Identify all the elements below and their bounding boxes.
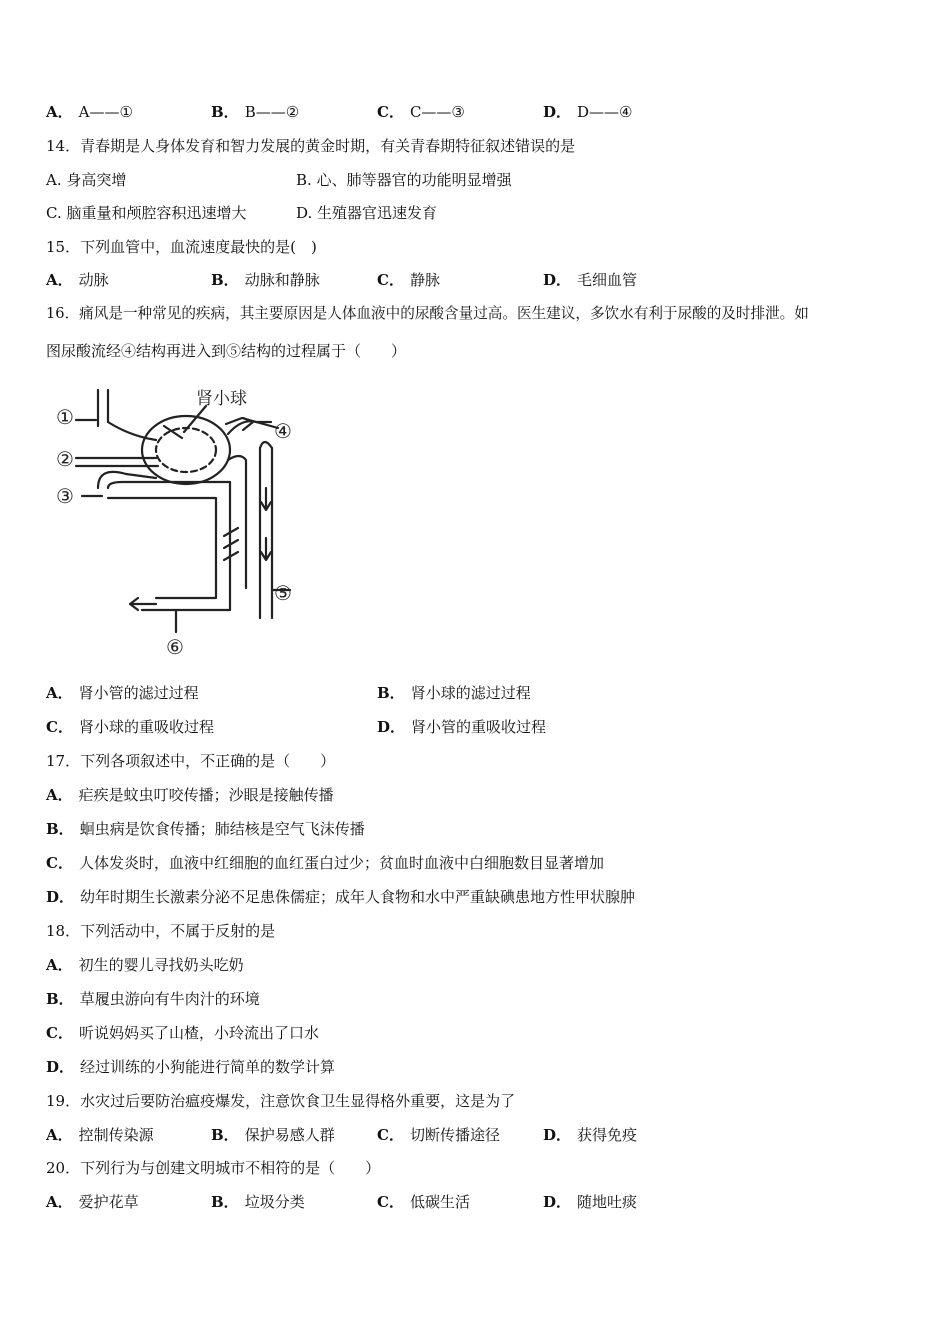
option-label: C． xyxy=(377,1193,404,1211)
option-text: 心、肺等器官的功能明显增强 xyxy=(316,171,512,189)
option-text: 动脉和静脉 xyxy=(244,271,320,289)
option-text: 疟疾是蚊虫叮咬传播；沙眼是接触传播 xyxy=(78,786,334,804)
q14-stem: 14．青春期是人身体发育和智力发展的黄金时期，有关青春期特征叙述错误的是 xyxy=(46,137,576,155)
q15-option-d xyxy=(543,270,637,290)
q18-option-c xyxy=(46,1023,319,1043)
q17-option-d xyxy=(46,887,635,907)
label-4: ④ xyxy=(274,419,292,443)
label-1: ① xyxy=(56,405,74,429)
option-text: C——③ xyxy=(409,103,465,121)
reabsorb-arrows xyxy=(224,528,238,560)
option-label: A． xyxy=(46,1193,73,1211)
option-text: B——② xyxy=(244,103,300,121)
option-label: A． xyxy=(46,271,73,289)
option-label: C． xyxy=(377,1126,404,1144)
q20-option-b xyxy=(211,1192,305,1212)
option-text: 肾小管的滤过过程 xyxy=(78,684,199,702)
label-3: ③ xyxy=(56,484,74,508)
option-text: 切断传播途径 xyxy=(409,1126,500,1144)
option-text: 生殖器官迅速发育 xyxy=(317,204,438,222)
label-5: ⑤ xyxy=(274,581,292,605)
arrow-duct-2 xyxy=(261,538,271,560)
option-label: C. xyxy=(46,204,62,222)
diagram-title: 肾小球 xyxy=(196,389,247,409)
q19-option-a xyxy=(46,1125,154,1145)
option-label: B． xyxy=(211,1193,239,1211)
option-text: 草履虫游向有牛肉汁的环境 xyxy=(79,990,260,1008)
q17-stem: 17．下列各项叙述中，不正确的是（ ） xyxy=(46,752,336,770)
q16-option-d xyxy=(377,717,546,737)
option-label: D． xyxy=(46,888,75,906)
kidney-nephron-diagram xyxy=(46,378,306,660)
option-text: 听说妈妈买了山楂，小玲流出了口水 xyxy=(78,1024,319,1042)
q19-option-c xyxy=(377,1125,500,1145)
option-label: D． xyxy=(543,103,572,121)
label-2: ② xyxy=(56,447,74,471)
q13-option-a xyxy=(46,102,133,122)
option-label: B． xyxy=(377,684,405,702)
q14-option-c xyxy=(46,203,247,223)
q16-option-b xyxy=(377,683,531,703)
option-text: 控制传染源 xyxy=(78,1126,154,1144)
q20-option-a xyxy=(46,1192,139,1212)
option-label: B． xyxy=(46,820,74,838)
option-label: A． xyxy=(46,1126,73,1144)
option-label: D． xyxy=(543,271,572,289)
option-text: 保护易感人群 xyxy=(244,1126,335,1144)
option-text: 肾小球的重吸收过程 xyxy=(78,718,214,736)
q16-stem-line2: 图尿酸流经④结构再进入到⑤结构的过程属于（ ） xyxy=(46,342,407,360)
q17-option-a xyxy=(46,785,334,805)
option-text: 肾小管的重吸收过程 xyxy=(411,718,547,736)
q15-option-b xyxy=(211,270,320,290)
option-label: B． xyxy=(46,990,74,1008)
q20-stem: 20．下列行为与创建文明城市不相符的是（ ） xyxy=(46,1159,381,1177)
option-label: B. xyxy=(296,171,312,189)
option-label: B． xyxy=(211,103,239,121)
option-label: C． xyxy=(377,271,404,289)
option-text: 脑重量和颅腔容积迅速增大 xyxy=(66,204,247,222)
q18-option-a xyxy=(46,955,244,975)
q15-option-a xyxy=(46,270,109,290)
option-label: D． xyxy=(377,718,406,736)
q20-option-c xyxy=(377,1192,470,1212)
q16-option-c xyxy=(46,717,214,737)
q13-option-d xyxy=(543,102,633,122)
option-text: 身高突增 xyxy=(66,171,127,189)
option-text: 动脉 xyxy=(78,271,109,289)
loop-outer xyxy=(108,498,216,598)
q13-option-c xyxy=(377,102,465,122)
option-text: 爱护花草 xyxy=(78,1193,139,1211)
option-label: A． xyxy=(46,786,73,804)
q13-option-b xyxy=(211,102,299,122)
option-label: D． xyxy=(543,1126,572,1144)
option-label: A． xyxy=(46,684,73,702)
arrow-duct-1 xyxy=(261,488,271,510)
option-label: D. xyxy=(296,204,313,222)
option-text: D——④ xyxy=(577,103,633,121)
q15-stem: 15．下列血管中，血流速度最快的是( ) xyxy=(46,238,317,256)
option-text: 随地吐痰 xyxy=(577,1193,638,1211)
option-text: 毛细血管 xyxy=(577,271,638,289)
option-text: 蛔虫病是饮食传播；肺结核是空气飞沫传播 xyxy=(79,820,365,838)
vessel-3-line xyxy=(98,472,156,488)
option-label: D． xyxy=(543,1193,572,1211)
option-text: A——① xyxy=(78,103,133,121)
q18-option-d xyxy=(46,1057,335,1077)
q16-stem-line1: 16．痛风是一种常见的疾病，其主要原因是人体血液中的尿酸含量过高。医生建议，多饮水有利于尿酸的及时排泄。如 xyxy=(46,305,809,322)
option-label: A. xyxy=(46,171,62,189)
option-text: 低碳生活 xyxy=(409,1193,470,1211)
q16-option-a xyxy=(46,683,199,703)
option-text: 经过训练的小狗能进行简单的数学计算 xyxy=(80,1058,336,1076)
q19-stem: 19．水灾过后要防治瘟疫爆发，注意饮食卫生显得格外重要，这是为了 xyxy=(46,1092,516,1110)
q17-option-b xyxy=(46,819,365,839)
option-text: 垃圾分类 xyxy=(244,1193,305,1211)
option-label: D． xyxy=(46,1058,75,1076)
q14-option-b xyxy=(296,170,512,190)
q14-option-a xyxy=(46,170,126,190)
q18-stem: 18．下列活动中，不属于反射的是 xyxy=(46,922,276,940)
q19-option-b xyxy=(211,1125,335,1145)
q18-option-b xyxy=(46,989,260,1009)
collecting-duct-top xyxy=(260,442,272,448)
option-text: 幼年时期生长激素分泌不足患侏儒症；成年人食物和水中严重缺碘患地方性甲状腺肿 xyxy=(80,888,636,906)
option-label: C． xyxy=(46,718,73,736)
q14-option-d xyxy=(296,203,437,223)
option-label: C． xyxy=(46,1024,73,1042)
option-text: 肾小球的滤过过程 xyxy=(410,684,531,702)
option-label: B． xyxy=(211,1126,239,1144)
option-label: C． xyxy=(377,103,404,121)
option-text: 获得免疫 xyxy=(577,1126,638,1144)
q17-option-c xyxy=(46,853,604,873)
loop-inner xyxy=(108,482,230,610)
option-label: B． xyxy=(211,271,239,289)
q19-option-d xyxy=(543,1125,637,1145)
option-text: 初生的婴儿寻找奶头吃奶 xyxy=(78,956,244,974)
nephron-figure xyxy=(46,378,306,660)
option-label: C． xyxy=(46,854,73,872)
arrow-out xyxy=(130,598,156,610)
option-text: 人体发炎时，血液中红细胞的血红蛋白过少；贫血时血液中白细胞数目显著增加 xyxy=(78,854,604,872)
q20-option-d xyxy=(543,1192,637,1212)
tubule-top xyxy=(228,421,271,434)
glomerulus-loops xyxy=(156,428,216,472)
q15-option-c xyxy=(377,270,440,290)
option-label: A． xyxy=(46,956,73,974)
label-6: ⑥ xyxy=(166,635,184,659)
option-text: 静脉 xyxy=(409,271,440,289)
option-label: A． xyxy=(46,103,73,121)
